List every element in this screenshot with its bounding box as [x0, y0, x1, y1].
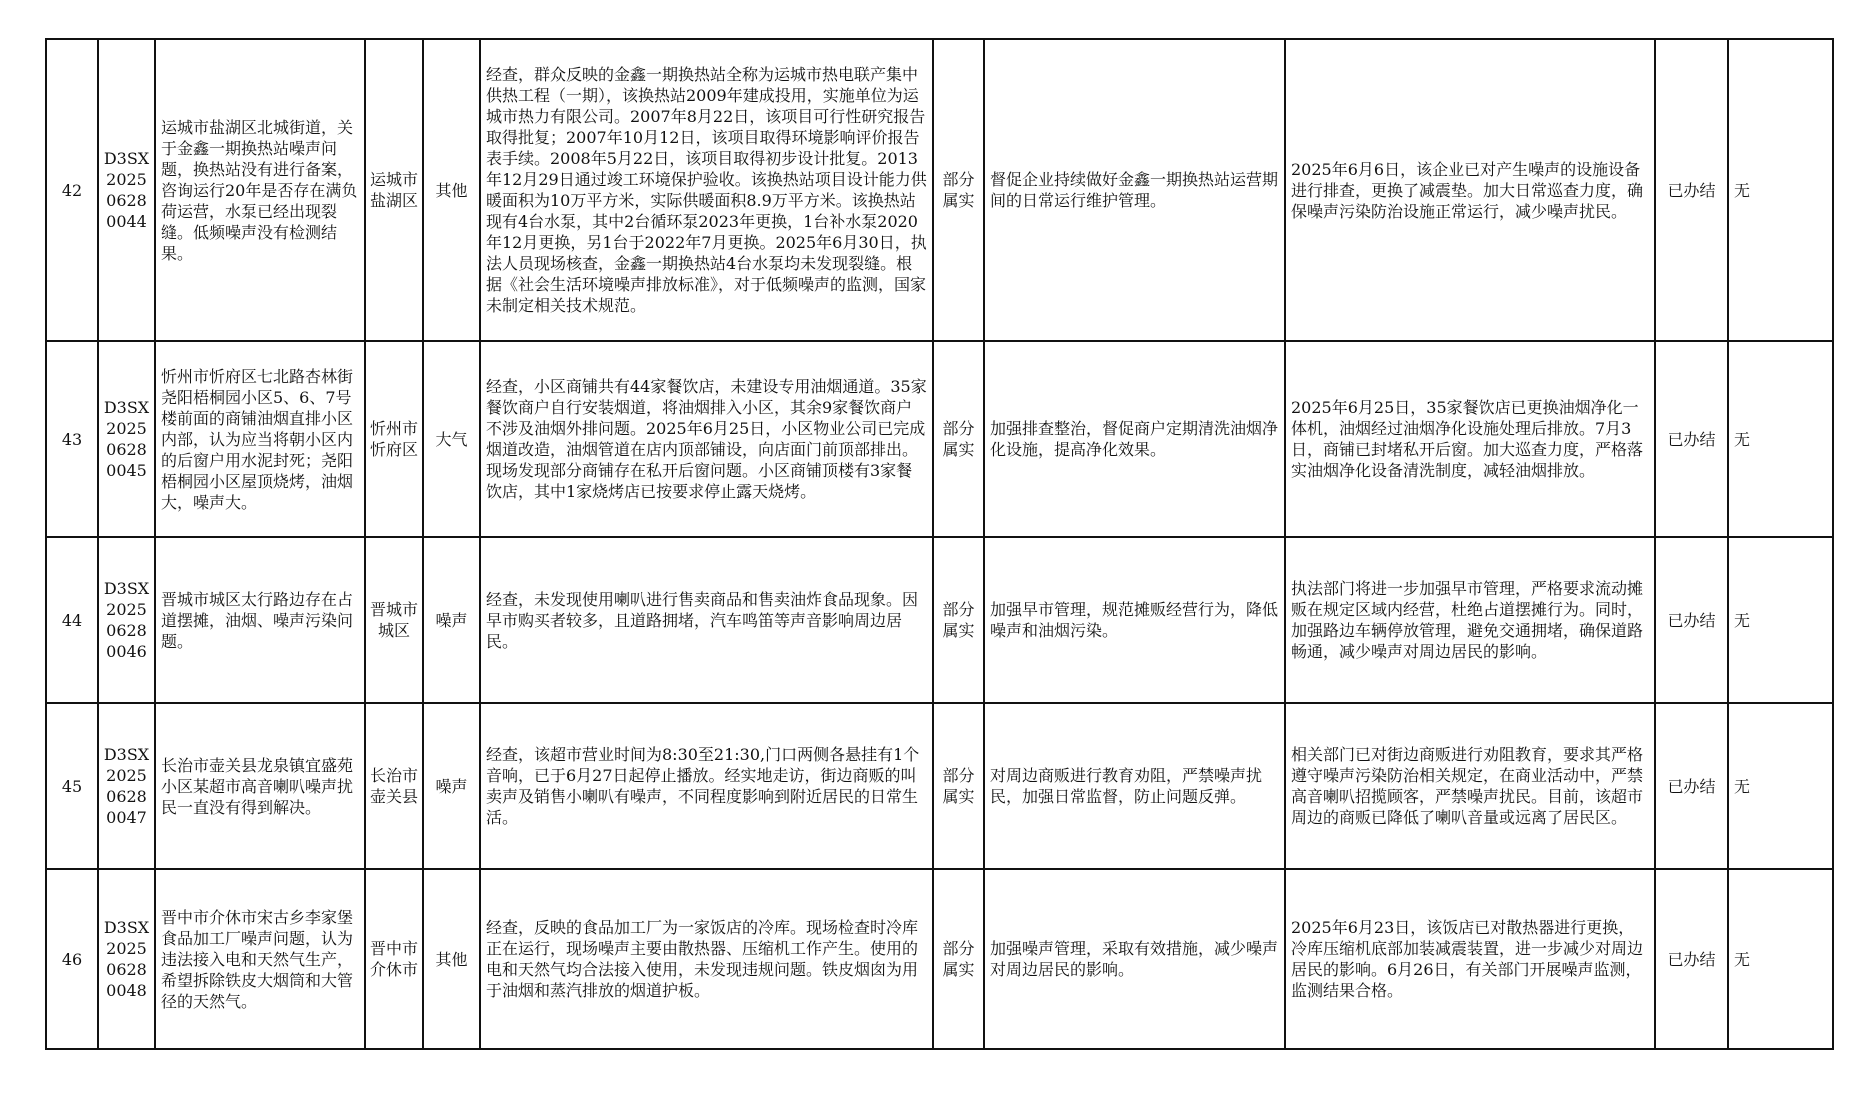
status: 已办结 — [1655, 341, 1728, 537]
row-number: 46 — [46, 869, 98, 1049]
complaint-content: 长治市壶关县龙泉镇宜盛苑小区某超市高音喇叭噪声扰民一直没有得到解决。 — [155, 703, 365, 869]
case-code: D3SX202506280046 — [98, 537, 155, 703]
table-row — [46, 703, 1833, 869]
complaint-content: 晋中市介休市宋古乡李家堡食品加工厂噪声问题，认为违法接入电和天然气生产，希望拆除铁皮大烟筒和大管径的天然气。 — [155, 869, 365, 1049]
pollution-type: 噪声 — [423, 537, 480, 703]
row-number: 42 — [46, 39, 98, 341]
row-number: 43 — [46, 341, 98, 537]
case-code: D3SX202506280044 — [98, 39, 155, 341]
investigation-finding: 经查，反映的食品加工厂为一家饭店的冷库。现场检查时冷库正在运行，现场噪声主要由散热器、压缩机工作产生。使用的电和天然气均合法接入使用，未发现违规问题。铁皮烟囱为用于油烟和蒸汽排放的烟道护板。 — [480, 869, 933, 1049]
measures: 加强噪声管理，采取有效措施，减少噪声对周边居民的影响。 — [984, 869, 1285, 1049]
pollution-type: 大气 — [423, 341, 480, 537]
rectification-result: 执法部门将进一步加强早市管理，严格要求流动摊贩在规定区域内经营，杜绝占道摆摊行为。同时，加强路边车辆停放管理，避免交通拥堵，确保道路畅通，减少噪声对周边居民的影响。 — [1285, 537, 1655, 703]
complaint-table — [45, 38, 1834, 1050]
accountability: 无 — [1728, 341, 1833, 537]
table-row — [46, 537, 1833, 703]
complaint-content: 忻州市忻府区七北路杏林街尧阳梧桐园小区5、6、7号楼前面的商铺油烟直排小区内部，认为应当将朝小区内的后窗户用水泥封死；尧阳梧桐园小区屋顶烧烤，油烟大，噪声大。 — [155, 341, 365, 537]
verdict: 部分属实 — [933, 703, 984, 869]
case-code: D3SX202506280045 — [98, 341, 155, 537]
pollution-type: 其他 — [423, 869, 480, 1049]
rectification-result: 2025年6月25日，35家餐饮店已更换油烟净化一体机，油烟经过油烟净化设施处理后排放。7月3日，商铺已封堵私开后窗。加大巡查力度，严格落实油烟净化设备清洗制度，减轻油烟排放。 — [1285, 341, 1655, 537]
case-code: D3SX202506280048 — [98, 869, 155, 1049]
region: 忻州市忻府区 — [365, 341, 423, 537]
measures: 加强排查整治，督促商户定期清洗油烟净化设施，提高净化效果。 — [984, 341, 1285, 537]
complaint-content: 运城市盐湖区北城街道，关于金鑫一期换热站噪声问题，换热站没有进行备案，咨询运行20年是否存在满负荷运营，水泵已经出现裂缝。低频噪声没有检测结果。 — [155, 39, 365, 341]
pollution-type: 其他 — [423, 39, 480, 341]
status: 已办结 — [1655, 703, 1728, 869]
verdict: 部分属实 — [933, 869, 984, 1049]
row-number: 44 — [46, 537, 98, 703]
investigation-finding: 经查，未发现使用喇叭进行售卖商品和售卖油炸食品现象。因早市购买者较多，且道路拥堵，汽车鸣笛等声音影响周边居民。 — [480, 537, 933, 703]
status: 已办结 — [1655, 537, 1728, 703]
region: 运城市盐湖区 — [365, 39, 423, 341]
region: 长治市壶关县 — [365, 703, 423, 869]
rectification-result: 2025年6月23日，该饭店已对散热器进行更换，冷库压缩机底部加装减震装置，进一步减少对周边居民的影响。6月26日，有关部门开展噪声监测，监测结果合格。 — [1285, 869, 1655, 1049]
investigation-finding: 经查，该超市营业时间为8:30至21:30,门口两侧各悬挂有1个音响，已于6月27日起停止播放。经实地走访，街边商贩的叫卖声及销售小喇叭有噪声，不同程度影响到附近居民的日常生活。 — [480, 703, 933, 869]
region: 晋中市介休市 — [365, 869, 423, 1049]
accountability: 无 — [1728, 703, 1833, 869]
accountability: 无 — [1728, 869, 1833, 1049]
accountability: 无 — [1728, 39, 1833, 341]
pollution-type: 噪声 — [423, 703, 480, 869]
investigation-finding: 经查，小区商铺共有44家餐饮店，未建设专用油烟通道。35家餐饮商户自行安装烟道，将油烟排入小区，其余9家餐饮商户不涉及油烟外排问题。2025年6月25日，小区物业公司已完成烟道改造，油烟管道在店内顶部铺设，向店面门前顶部排出。现场发现部分商铺存在私开后窗问题。小区商铺顶楼有3家餐饮店，其中1家烧烤店已按要求停止露天烧烤。 — [480, 341, 933, 537]
verdict: 部分属实 — [933, 39, 984, 341]
table-row — [46, 869, 1833, 1049]
complaint-content: 晋城市城区太行路边存在占道摆摊，油烟、噪声污染问题。 — [155, 537, 365, 703]
status: 已办结 — [1655, 39, 1728, 341]
measures: 督促企业持续做好金鑫一期换热站运营期间的日常运行维护管理。 — [984, 39, 1285, 341]
table-row — [46, 39, 1833, 341]
measures: 加强早市管理，规范摊贩经营行为，降低噪声和油烟污染。 — [984, 537, 1285, 703]
measures: 对周边商贩进行教育劝阻，严禁噪声扰民，加强日常监督，防止问题反弹。 — [984, 703, 1285, 869]
accountability: 无 — [1728, 537, 1833, 703]
row-number: 45 — [46, 703, 98, 869]
investigation-finding: 经查，群众反映的金鑫一期换热站全称为运城市热电联产集中供热工程（一期），该换热站2009年建成投用，实施单位为运城市热力有限公司。2007年8月22日，该项目可行性研究报告取得批复；2007年10月12日，该项目取得环境影响评价报告表手续。2008年5月22日，该项目取得初步设计批复。2013年12月29日通过竣工环境保护验收。该换热站项目设计能力供暖面积为10万平方米，实际供暖面积8.9万平方米。该换热站现有4台水泵，其中2台循环泵2023年更换，1台补水泵2020年12月更换，另1台于2022年7月更换。2025年6月30日，执法人员现场核查，金鑫一期换热站4台水泵均未发现裂缝。根据《社会生活环境噪声排放标准》，对于低频噪声的监测，国家未制定相关技术规范。 — [480, 39, 933, 341]
rectification-result: 2025年6月6日，该企业已对产生噪声的设施设备进行排查，更换了减震垫。加大日常巡查力度，确保噪声污染防治设施正常运行，减少噪声扰民。 — [1285, 39, 1655, 341]
region: 晋城市城区 — [365, 537, 423, 703]
verdict: 部分属实 — [933, 537, 984, 703]
case-code: D3SX202506280047 — [98, 703, 155, 869]
table-row — [46, 341, 1833, 537]
verdict: 部分属实 — [933, 341, 984, 537]
rectification-result: 相关部门已对街边商贩进行劝阻教育，要求其严格遵守噪声污染防治相关规定，在商业活动中，严禁高音喇叭招揽顾客，严禁噪声扰民。目前，该超市周边的商贩已降低了喇叭音量或远离了居民区。 — [1285, 703, 1655, 869]
status: 已办结 — [1655, 869, 1728, 1049]
